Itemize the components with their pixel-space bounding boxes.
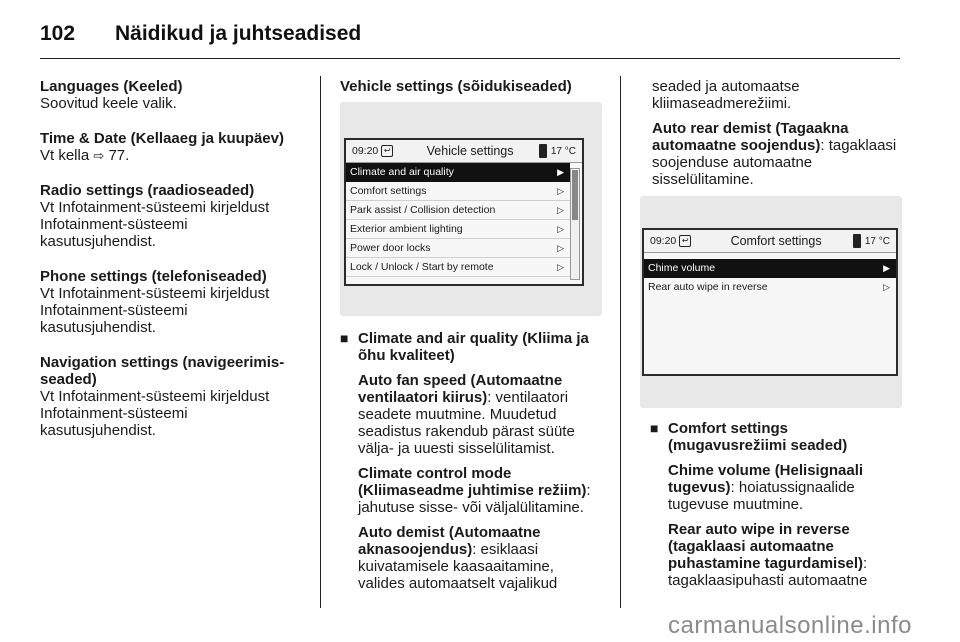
section-navigation bbox=[40, 354, 302, 439]
entry-rear-wipe bbox=[668, 521, 908, 589]
column-2 bbox=[340, 78, 602, 95]
chevron-right-icon: ▶ bbox=[883, 262, 890, 273]
scroll-thumb[interactable] bbox=[572, 170, 578, 220]
column-3 bbox=[650, 78, 908, 188]
entry-climate-mode bbox=[358, 465, 602, 516]
menu-item-label: Park assist / Collision detection bbox=[350, 204, 496, 216]
section-body: Vt kella bbox=[40, 147, 90, 164]
entry-auto-fan bbox=[358, 372, 602, 457]
clock: 09:20 bbox=[352, 145, 379, 157]
entry-desc: : hoiatussignaalide tugevuse muutmine. bbox=[668, 479, 855, 513]
section-body: Soovitud keele valik. bbox=[40, 95, 177, 112]
clock: 09:20 bbox=[650, 235, 677, 247]
section-body: Vt Infotainment-süsteemi kirjeldust Infotainment-süsteemi kasutusjuhendist. bbox=[40, 388, 270, 439]
section-radio bbox=[40, 182, 302, 250]
page-title: Näidikud ja juhtseadised bbox=[115, 22, 362, 45]
entry-auto-demist bbox=[358, 524, 602, 592]
entry-desc: : tagaklaasipuhasti automaatne bbox=[668, 555, 868, 589]
menu-item-ambient-lighting[interactable] bbox=[346, 220, 570, 239]
entry-term: Auto rear demist (Tagaakna automaatne soojendus) bbox=[652, 120, 849, 154]
menu-item-comfort[interactable] bbox=[346, 182, 570, 201]
column-divider bbox=[320, 76, 321, 608]
entry-chime-volume bbox=[668, 462, 908, 513]
section-title: Phone settings (telefoniseaded) bbox=[40, 268, 267, 285]
menu-list bbox=[644, 259, 896, 296]
chevron-right-icon: ▶ bbox=[557, 166, 564, 177]
menu-item-climate[interactable] bbox=[346, 163, 570, 182]
menu-item-label: Chime volume bbox=[648, 262, 716, 274]
menu-item-park-assist[interactable] bbox=[346, 201, 570, 220]
chevron-right-icon: ▷ bbox=[557, 204, 564, 215]
section-time-date bbox=[40, 130, 302, 164]
comfort-settings-screen bbox=[642, 228, 898, 376]
column-3-text bbox=[650, 420, 908, 589]
menu-item-remote[interactable] bbox=[346, 258, 570, 277]
screen-title: Vehicle settings bbox=[426, 144, 514, 158]
section-languages bbox=[40, 78, 302, 112]
page-header bbox=[40, 14, 900, 54]
vehicle-settings-screen bbox=[344, 138, 584, 286]
entry-term: Chime volume (Helisignaali tugevus) bbox=[668, 462, 864, 496]
chevron-right-icon: ▷ bbox=[557, 261, 564, 272]
section-phone bbox=[40, 268, 302, 336]
bullet-square-icon: ■ bbox=[340, 330, 349, 346]
section-title: Radio settings (raadioseaded) bbox=[40, 182, 255, 199]
menu-list bbox=[346, 163, 570, 277]
section-title: Time & Date (Kellaaeg ja kuupäev) bbox=[40, 130, 284, 147]
watermark: carmanualsonline.info bbox=[668, 612, 912, 639]
menu-item-label: Lock / Unlock / Start by remote bbox=[350, 261, 494, 273]
column-1 bbox=[40, 78, 302, 457]
bullet-title: Climate and air quality (Kliima ja õhu kvaliteet) bbox=[358, 330, 589, 364]
entry-term: Auto fan speed (Automaatne ventilaatori kiirus) bbox=[358, 372, 563, 406]
chevron-right-icon: ▷ bbox=[557, 242, 564, 253]
screen-title: Comfort settings bbox=[730, 234, 822, 248]
page-number: 102 bbox=[40, 22, 76, 45]
entry-term: Auto demist (Automaatne aknasoojendus) bbox=[358, 524, 541, 558]
page-ref-arrow-icon: ⇨ bbox=[93, 148, 105, 163]
menu-item-label: Climate and air quality bbox=[350, 166, 454, 178]
bullet-comfort bbox=[650, 420, 908, 589]
temperature-icon bbox=[853, 234, 861, 248]
entry-term: Climate control mode (Kliimaseadme juhtimise režiim) bbox=[358, 465, 587, 499]
column-divider bbox=[620, 76, 621, 608]
bullet-title: Comfort settings (mugavusrežiimi seaded) bbox=[668, 420, 848, 454]
section-title: Navigation settings (navigeerimis-seaded) bbox=[40, 354, 285, 388]
section-body: Vt Infotainment-süsteemi kirjeldust Infotainment-süsteemi kasutusjuhendist. bbox=[40, 285, 270, 336]
section-heading: Vehicle settings (sõidukiseaded) bbox=[340, 78, 572, 95]
temperature-icon bbox=[539, 144, 547, 158]
back-icon: ↩ bbox=[381, 145, 393, 157]
temperature: 17 °C bbox=[550, 145, 576, 157]
menu-item-rear-wipe[interactable] bbox=[644, 278, 896, 296]
menu-item-label: Comfort settings bbox=[350, 185, 427, 197]
section-title: Languages (Keeled) bbox=[40, 78, 183, 95]
bullet-climate bbox=[340, 330, 602, 592]
scrollbar[interactable] bbox=[570, 168, 580, 280]
temperature: 17 °C bbox=[864, 235, 890, 247]
continuation-text: seaded ja automaatse kliimaseadmerežiimi. bbox=[652, 78, 800, 112]
chevron-right-icon: ▷ bbox=[557, 185, 564, 196]
menu-item-door-locks[interactable] bbox=[346, 239, 570, 258]
column-2-text bbox=[340, 330, 602, 592]
entry-desc: : esiklaasi kuivatamisele kaasaaitamine, valides automaatselt vajalikud bbox=[358, 541, 558, 592]
page-ref: 77. bbox=[108, 147, 130, 164]
menu-item-label: Exterior ambient lighting bbox=[350, 223, 463, 235]
entry-desc: : jahutuse sisse- või väljalülitamine. bbox=[358, 482, 591, 516]
entry-rear-demist bbox=[652, 120, 908, 188]
screen-header bbox=[644, 230, 896, 253]
chevron-right-icon: ▷ bbox=[557, 223, 564, 234]
menu-item-label: Rear auto wipe in reverse bbox=[648, 281, 768, 293]
entry-desc: : ventilaatori seadete muutmine. Muudetud seadistus rakendub pärast süüte välja- ja uuesti sisselülitamist. bbox=[358, 389, 575, 457]
screen-header bbox=[346, 140, 582, 163]
chevron-right-icon: ▷ bbox=[883, 281, 890, 292]
entry-desc: : tagaklaasi soojenduse automaatne sisselülitamine. bbox=[652, 137, 897, 188]
entry-term: Rear auto wipe in reverse (tagaklaasi automaatne puhastamine tagurdamisel) bbox=[668, 521, 864, 572]
section-body: Vt Infotainment-süsteemi kirjeldust Infotainment-süsteemi kasutusjuhendist. bbox=[40, 199, 270, 250]
back-icon: ↩ bbox=[679, 235, 691, 247]
menu-item-chime-volume[interactable] bbox=[644, 259, 896, 278]
menu-item-label: Power door locks bbox=[350, 242, 431, 254]
continuation-block bbox=[650, 78, 908, 188]
bullet-square-icon: ■ bbox=[650, 420, 659, 436]
header-rule bbox=[40, 58, 900, 59]
